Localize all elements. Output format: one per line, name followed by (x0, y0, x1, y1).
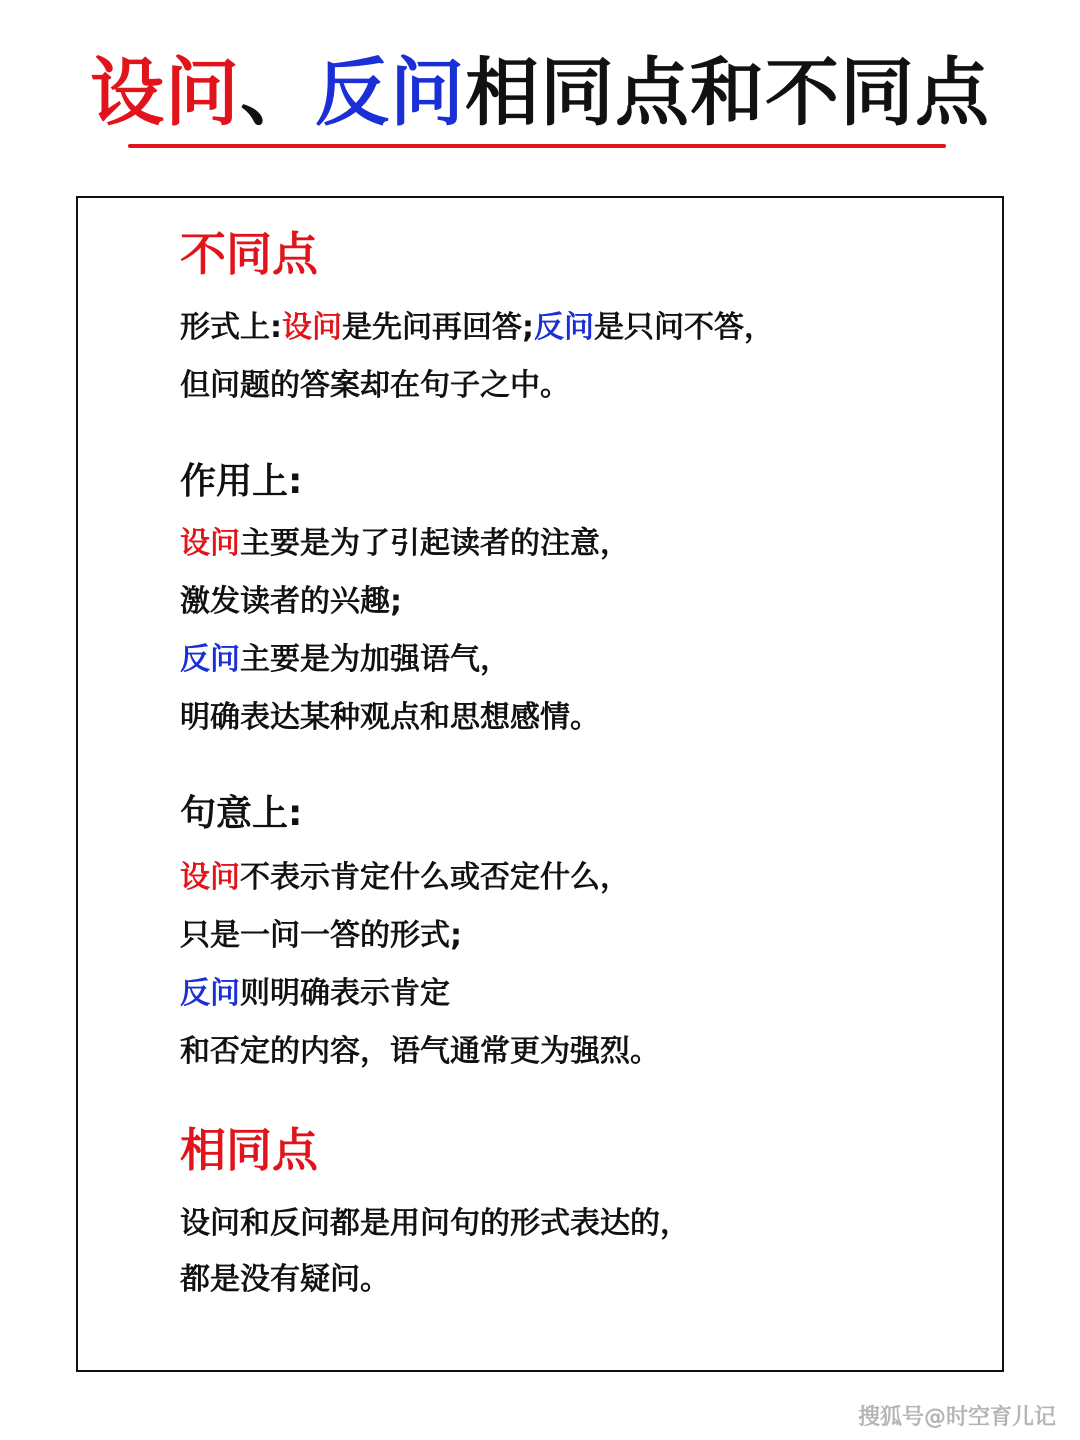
meaning-heading: 句意上: (180, 793, 303, 834)
form-term-1: 设问 (282, 310, 342, 345)
function-term-2: 反问 (180, 642, 240, 677)
similarities-line-1: 设问和反问都是用问句的形式表达的， (180, 1206, 690, 1241)
meaning-line-1 (180, 858, 630, 898)
meaning-text-3: 则明确表示肯定 (240, 976, 450, 1011)
form-line-1 (180, 308, 774, 348)
function-line-1 (180, 524, 630, 564)
similarities-heading: 相同点 (180, 1123, 318, 1177)
meaning-term-2: 反问 (180, 976, 240, 1011)
form-mid: 是先问再回答; (342, 310, 534, 345)
title-term-rhetorical-interrogation: 反问 (315, 50, 465, 136)
function-line-4: 明确表达某种观点和思想感情。 (180, 700, 600, 735)
watermark: 搜狐号@时空育儿记 (857, 1405, 1056, 1430)
similarities-line-2: 都是没有疑问。 (180, 1262, 390, 1297)
page-title (0, 48, 1080, 138)
meaning-line-3 (180, 974, 450, 1014)
function-heading: 作用上: (180, 461, 303, 502)
meaning-term-1: 设问 (180, 860, 240, 895)
title-term-rhetorical-question: 设问 (90, 50, 240, 136)
meaning-text-1: 不表示肯定什么或否定什么， (240, 860, 630, 895)
function-line-2: 激发读者的兴趣; (180, 584, 402, 619)
function-text-3: 主要是为加强语气， (240, 642, 510, 677)
form-end: 是只问不答， (594, 310, 774, 345)
form-prefix: 形式上: (180, 310, 282, 345)
function-term-1: 设问 (180, 526, 240, 561)
meaning-line-4: 和否定的内容，语气通常更为强烈。 (180, 1034, 660, 1069)
title-underline (128, 144, 946, 148)
function-text-1: 主要是为了引起读者的注意， (240, 526, 630, 561)
content-card (76, 196, 1004, 1372)
title-rest: 相同点和不同点 (465, 50, 990, 136)
title-separator: 、 (240, 50, 315, 136)
form-line-2: 但问题的答案却在句子之中。 (180, 368, 570, 403)
differences-heading: 不同点 (180, 227, 318, 281)
function-line-3 (180, 640, 510, 680)
meaning-line-2: 只是一问一答的形式; (180, 918, 462, 953)
form-term-2: 反问 (534, 310, 594, 345)
